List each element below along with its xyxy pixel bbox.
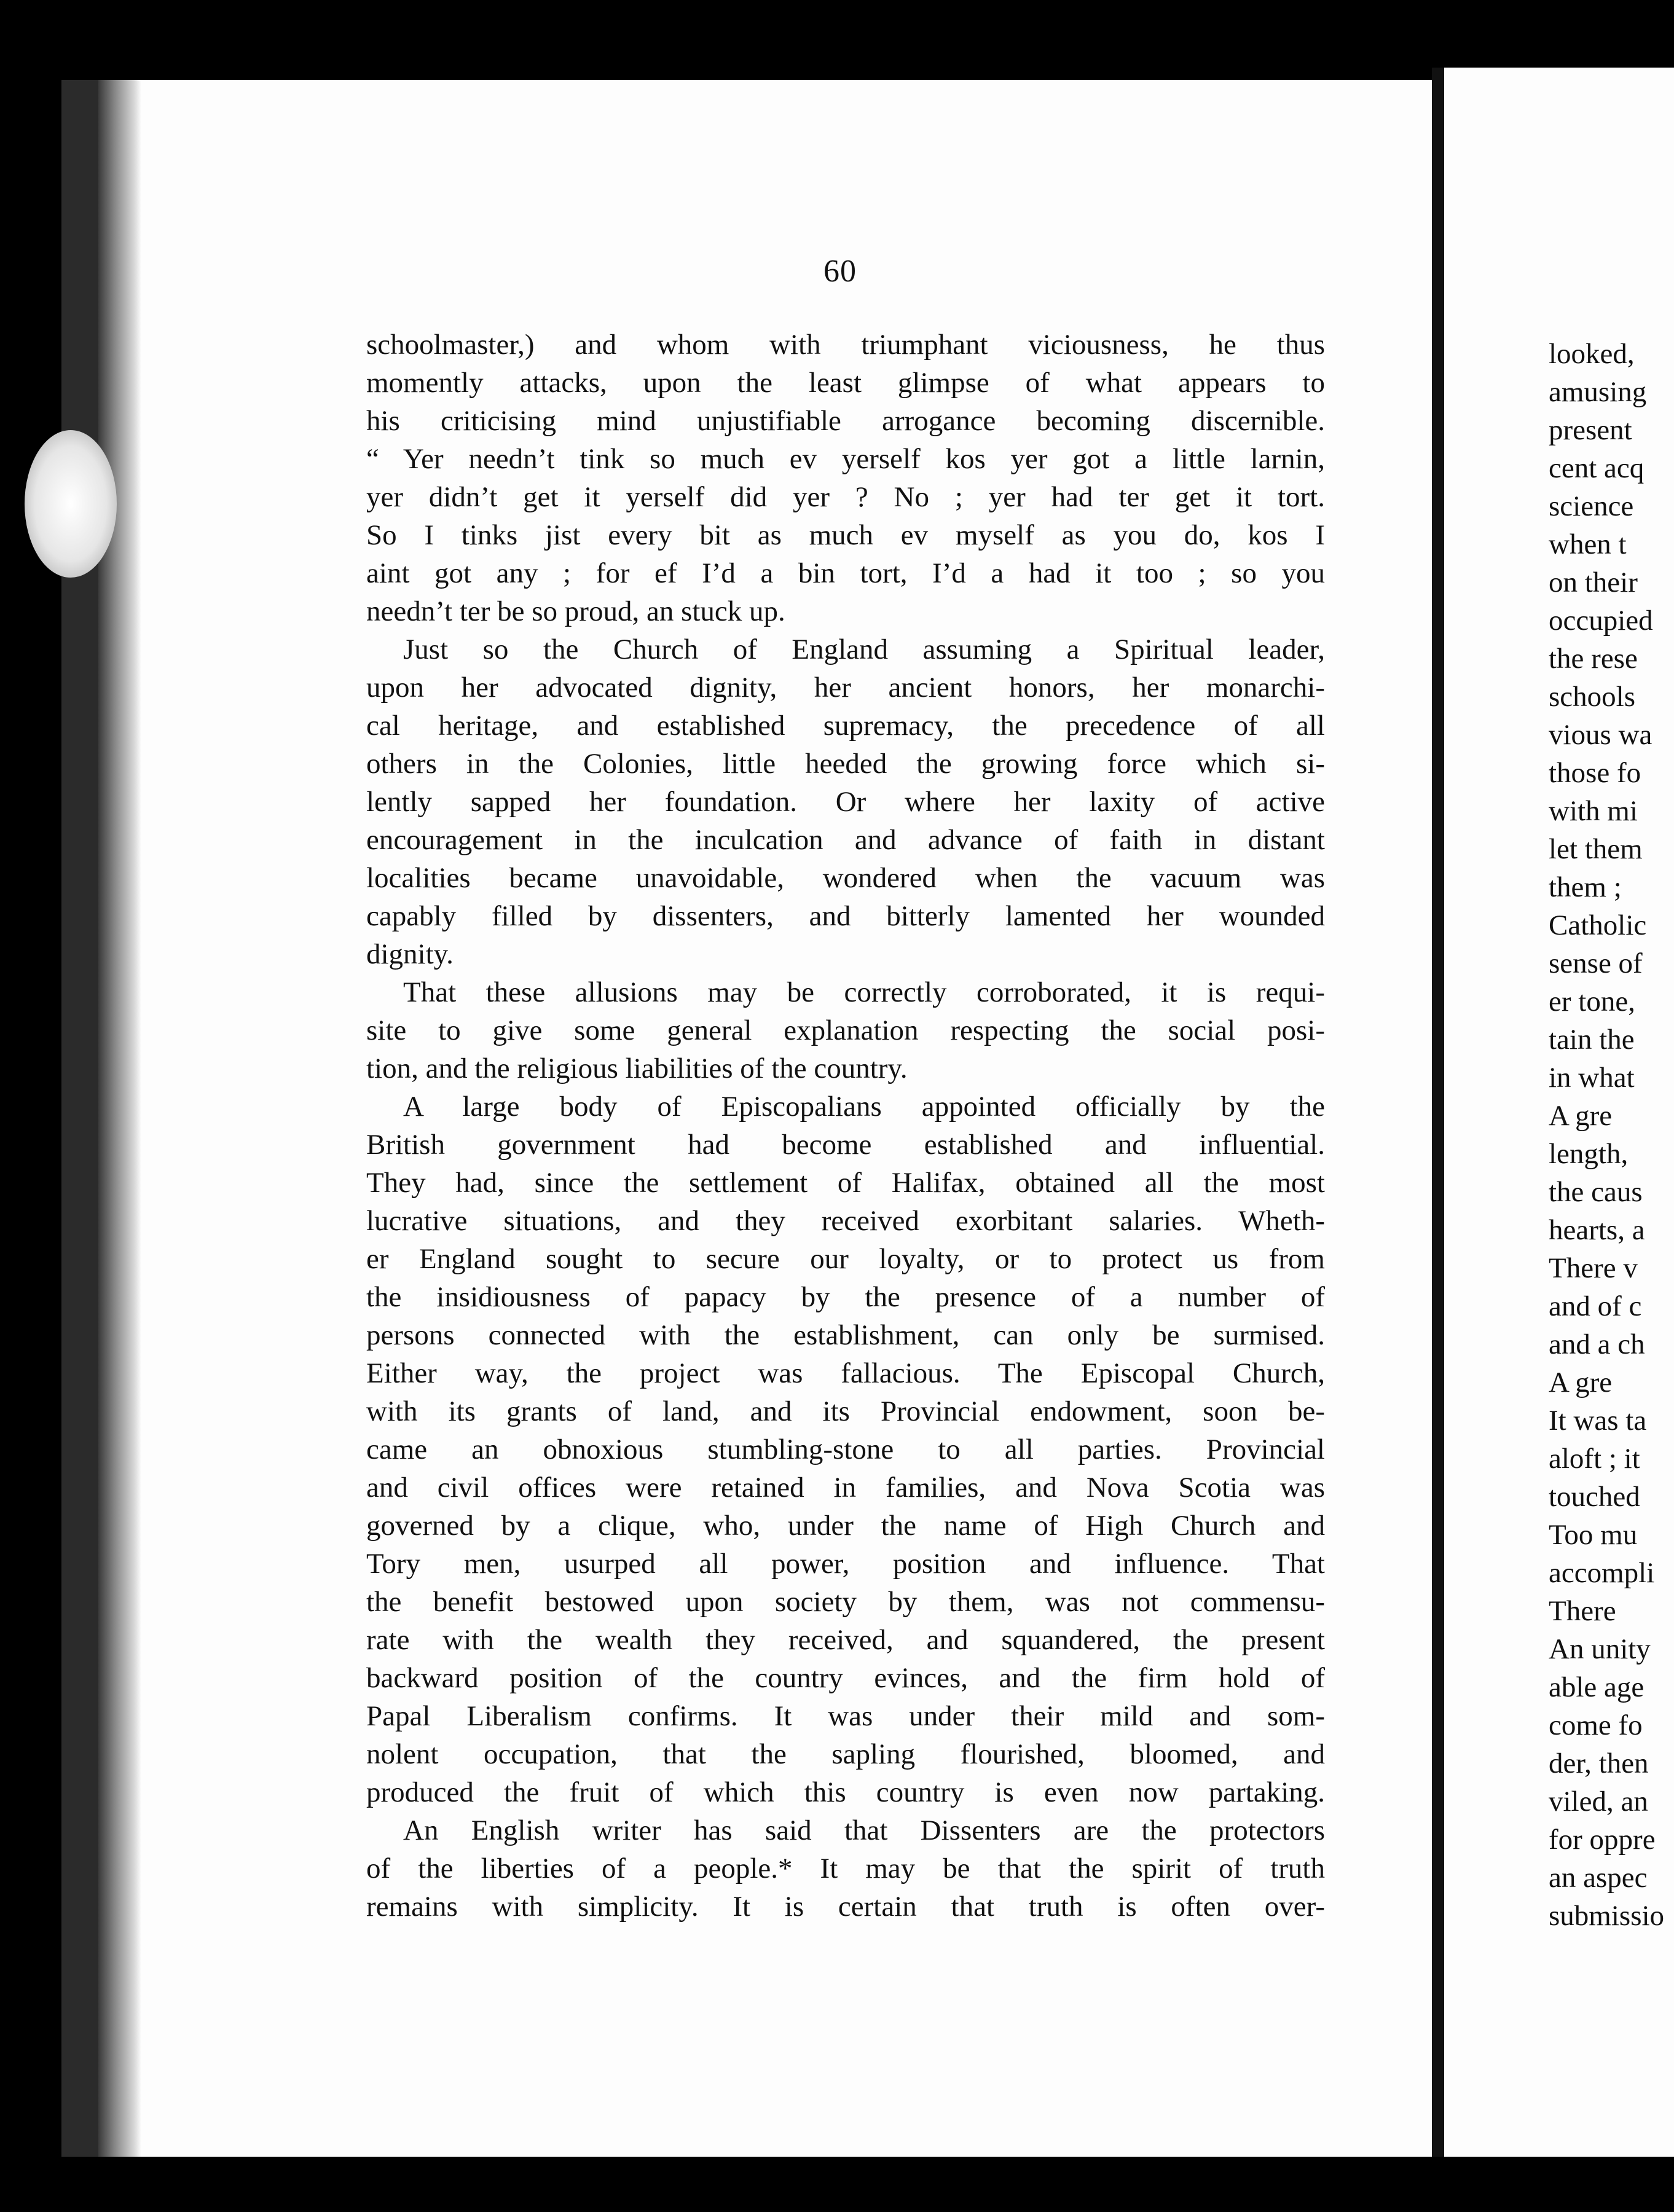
- text-line: upon her advocated dignity, her ancient honors, her monarchi-: [366, 672, 1325, 704]
- facing-text-line: them ;: [1549, 871, 1622, 903]
- facing-text-line: for oppre: [1549, 1824, 1656, 1856]
- text-line: governed by a clique, who, under the name of High Church and: [366, 1510, 1325, 1542]
- text-line: aint got any ; for ef I’d a bin tort, I’d a had it too ; so you: [366, 557, 1325, 589]
- facing-text-line: length,: [1549, 1138, 1629, 1170]
- facing-text-line: when t: [1549, 528, 1627, 560]
- text-line: produced the fruit of which this country is even now partaking.: [366, 1776, 1325, 1808]
- facing-text-line: A gre: [1549, 1100, 1613, 1132]
- facing-text-line: aloft ; it: [1549, 1443, 1640, 1475]
- facing-text-line: viled, an: [1549, 1786, 1648, 1818]
- facing-text-line: and of c: [1549, 1290, 1642, 1322]
- facing-text-line: A gre: [1549, 1367, 1613, 1398]
- facing-text-line: an aspec: [1549, 1862, 1648, 1894]
- page-gutter: [1432, 68, 1444, 2157]
- text-line: A large body of Episcopalians appointed officially by the: [403, 1091, 1325, 1123]
- text-line: came an obnoxious stumbling-stone to all parties. Provincial: [366, 1433, 1325, 1465]
- text-line: lucrative situations, and they received exorbitant salaries. Wheth-: [366, 1205, 1325, 1237]
- text-line: needn’t ter be so proud, an stuck up.: [366, 595, 785, 627]
- facing-text-line: touched: [1549, 1481, 1640, 1513]
- facing-text-line: present: [1549, 414, 1632, 446]
- text-line: persons connected with the establishment, can only be surmised.: [366, 1319, 1325, 1351]
- facing-text-line: accompli: [1549, 1557, 1655, 1589]
- text-line: capably filled by dissenters, and bitterly lamented her wounded: [366, 900, 1325, 932]
- text-line: the benefit bestowed upon society by them, was not commensu-: [366, 1586, 1325, 1618]
- facing-text-line: the caus: [1549, 1176, 1643, 1208]
- text-line: tion, and the religious liabilities of the country.: [366, 1053, 908, 1084]
- text-line: That these allusions may be correctly corroborated, it is requi-: [403, 976, 1325, 1008]
- text-line: Tory men, usurped all power, position and influence. That: [366, 1548, 1325, 1580]
- facing-text-line: come fo: [1549, 1709, 1643, 1741]
- facing-text-line: amusing: [1549, 376, 1647, 408]
- facing-text-line: hearts, a: [1549, 1214, 1645, 1246]
- text-line: “ Yer needn’t tink so much ev yerself kos yer got a little larnin,: [366, 443, 1325, 475]
- text-line: Just so the Church of England assuming a Spiritual leader,: [403, 633, 1325, 665]
- text-line: site to give some general explanation respecting the social posi-: [366, 1014, 1325, 1046]
- facing-page-text: [1549, 335, 1674, 1935]
- text-line: his criticising mind unjustifiable arrogance becoming discernible.: [366, 405, 1325, 437]
- text-line: They had, since the settlement of Halifax, obtained all the most: [366, 1167, 1325, 1199]
- text-line: backward position of the country evinces, and the firm hold of: [366, 1662, 1325, 1694]
- text-line: Either way, the project was fallacious. The Episcopal Church,: [366, 1357, 1325, 1389]
- facing-text-line: with mi: [1549, 795, 1638, 827]
- facing-text-line: those fo: [1549, 757, 1641, 789]
- page-number: 60: [823, 254, 857, 289]
- text-line: with its grants of land, and its Provincial endowment, soon be-: [366, 1395, 1325, 1427]
- facing-text-line: sense of: [1549, 947, 1643, 979]
- facing-text-line: der, then: [1549, 1747, 1649, 1779]
- text-line: So I tinks jist every bit as much ev myself as you do, kos I: [366, 519, 1325, 551]
- facing-text-line: tain the: [1549, 1024, 1635, 1056]
- facing-text-line: on their: [1549, 567, 1638, 598]
- facing-text-line: er tone,: [1549, 986, 1635, 1018]
- facing-text-line: submissio: [1549, 1900, 1665, 1932]
- facing-text-line: the rese: [1549, 643, 1638, 675]
- facing-text-line: and a ch: [1549, 1328, 1645, 1360]
- main-text-body: [366, 326, 1325, 1926]
- text-line: schoolmaster,) and whom with triumphant viciousness, he thus: [366, 329, 1325, 361]
- facing-text-line: let them: [1549, 833, 1643, 865]
- text-line: remains with simplicity. It is certain that truth is often over-: [366, 1891, 1325, 1923]
- text-line: nolent occupation, that the sapling flourished, bloomed, and: [366, 1738, 1325, 1770]
- facing-text-line: in what: [1549, 1062, 1635, 1094]
- text-line: dignity.: [366, 938, 454, 970]
- text-line: the insidiousness of papacy by the presence of a number of: [366, 1281, 1325, 1313]
- facing-text-line: There: [1549, 1595, 1616, 1627]
- text-line: localities became unavoidable, wondered when the vacuum was: [366, 862, 1325, 894]
- text-line: of the liberties of a people.* It may be that the spirit of truth: [366, 1853, 1325, 1885]
- facing-text-line: There v: [1549, 1252, 1638, 1284]
- facing-text-line: vious wa: [1549, 719, 1652, 751]
- text-line: yer didn’t get it yerself did yer ? No ; yer had ter get it tort.: [366, 481, 1325, 513]
- spine-shadow: [98, 80, 141, 2157]
- text-line: and civil offices were retained in families, and Nova Scotia was: [366, 1472, 1325, 1504]
- book-binding: [61, 80, 98, 2157]
- text-line: momently attacks, upon the least glimpse of what appears to: [366, 367, 1325, 399]
- text-line: An English writer has said that Dissenters are the protectors: [403, 1814, 1325, 1846]
- facing-text-line: able age: [1549, 1671, 1645, 1703]
- facing-text-line: schools: [1549, 681, 1635, 713]
- text-line: rate with the wealth they received, and squandered, the present: [366, 1624, 1325, 1656]
- facing-text-line: Too mu: [1549, 1519, 1638, 1551]
- facing-text-line: An unity: [1549, 1633, 1651, 1665]
- text-line: encouragement in the inculcation and advance of faith in distant: [366, 824, 1325, 856]
- text-line: Papal Liberalism confirms. It was under their mild and som-: [366, 1700, 1325, 1732]
- facing-text-line: cent acq: [1549, 452, 1645, 484]
- text-line: others in the Colonies, little heeded the growing force which si-: [366, 748, 1325, 780]
- facing-text-line: science: [1549, 490, 1634, 522]
- text-line: British government had become established and influential.: [366, 1129, 1325, 1161]
- paper-stain: [25, 430, 117, 578]
- text-line: er England sought to secure our loyalty, or to protect us from: [366, 1243, 1325, 1275]
- text-line: lently sapped her foundation. Or where her laxity of active: [366, 786, 1325, 818]
- facing-text-line: Catholic: [1549, 909, 1647, 941]
- facing-text-line: It was ta: [1549, 1405, 1647, 1437]
- facing-text-line: occupied: [1549, 605, 1653, 637]
- facing-text-line: looked,: [1549, 338, 1635, 370]
- text-line: cal heritage, and established supremacy, the precedence of all: [366, 710, 1325, 742]
